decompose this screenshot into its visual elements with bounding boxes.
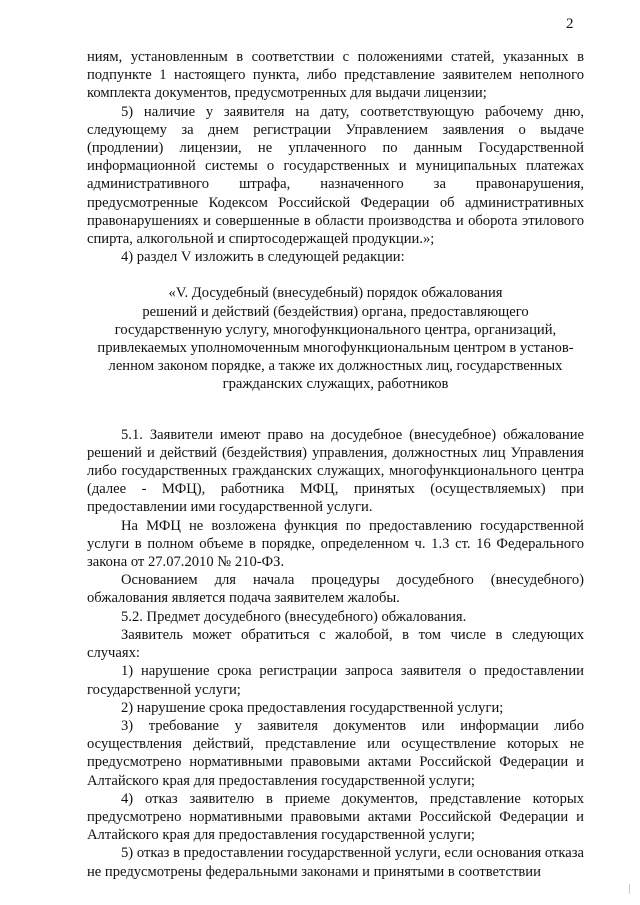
paragraph: На МФЦ не возложена функция по предоставлению государственной услуги в полном объеме в порядке, определенном ч. 1.3 ст. 16 Федерального закона от 27.07.2010 № 210-ФЗ. [87, 517, 584, 571]
heading-line: гражданских служащих, работников [222, 376, 449, 393]
paragraph: 5) отказ в предоставлении государственной услуги, если основания отказа не предусмотрены федеральными законами и принятыми в соответствии [87, 845, 584, 880]
heading-line: решений и действий (бездействия) органа, предоставляющего [142, 303, 529, 320]
section-heading [87, 284, 584, 393]
scan-margin-mark [629, 884, 630, 894]
paragraph: 4) отказ заявителю в приеме документов, представление которых предусмотрено нормативными правовыми актами Российской Федерации и Алтайского края для предоставления государственной услуги; [87, 790, 584, 844]
heading-line: государственную услугу, многофункционального центра, организаций, [114, 321, 557, 338]
paragraph: ниям, установленным в соответствии с положениями статей, указанных в подпункте 1 настоящего пункта, либо представление заявителем неполного комплекта документов, предусмотренных для выдачи лицензии; [87, 49, 584, 102]
heading-line: «V. Досудебный (внесудебный) порядок обжалования [168, 285, 503, 302]
paragraph: 4) раздел V изложить в следующей редакции: [121, 249, 405, 266]
heading-line: привлекаемых уполномоченным многофункциональным центром в установ- [97, 340, 574, 357]
paragraph: 2) нарушение срока предоставления государственной услуги; [121, 699, 504, 716]
heading-line: ленном законом порядке, а также их должностных лиц, государственных [108, 358, 563, 375]
paragraph: Основанием для начала процедуры досудебного (внесудебного) обжалования является подача заявителем жалобы. [87, 572, 584, 607]
page-number: 2 [566, 16, 574, 32]
paragraph: Заявитель может обратиться с жалобой, в том числе в следующих случаях: [87, 626, 584, 662]
paragraph: 5.1. Заявители имеют право на досудебное (внесудебное) обжалование решений и действий (бездействия) управления, должностных лиц Управления либо государственных гражданских служащих, многофункционального центра (далее - МФЦ), работника МФЦ, принятых (осуществляемых) при предоставлении ими государственной услуги. [87, 426, 584, 516]
paragraph: 5) наличие у заявителя на дату, соответствующую рабочему дню, следующему за днем регистрации Управлением заявления о выдаче (продлении) лицензии, не уплаченного по данным Государственной информационной системы о государственных и муниципальных платежах административного штрафа, назначенного за правонарушения, предусмотренные Кодексом Российской Федерации об административных правонарушениях и совершенные в области производства и оборота этилового спирта, алкогольной и спиртосодержащей продукции.»; [87, 103, 584, 248]
paragraph: 1) нарушение срока регистрации запроса заявителя о предоставлении государственной услуги; [87, 663, 584, 698]
document-body [87, 48, 584, 881]
paragraph: 5.2. Предмет досудебного (внесудебного) обжалования. [121, 608, 467, 625]
paragraph: 3) требование у заявителя документов или информации либо осуществления действий, представление или осуществление которых не предусмотрено нормативными правовыми актами Российской Федерации и Алтайского края для предоставления государственной услуги; [87, 717, 584, 789]
